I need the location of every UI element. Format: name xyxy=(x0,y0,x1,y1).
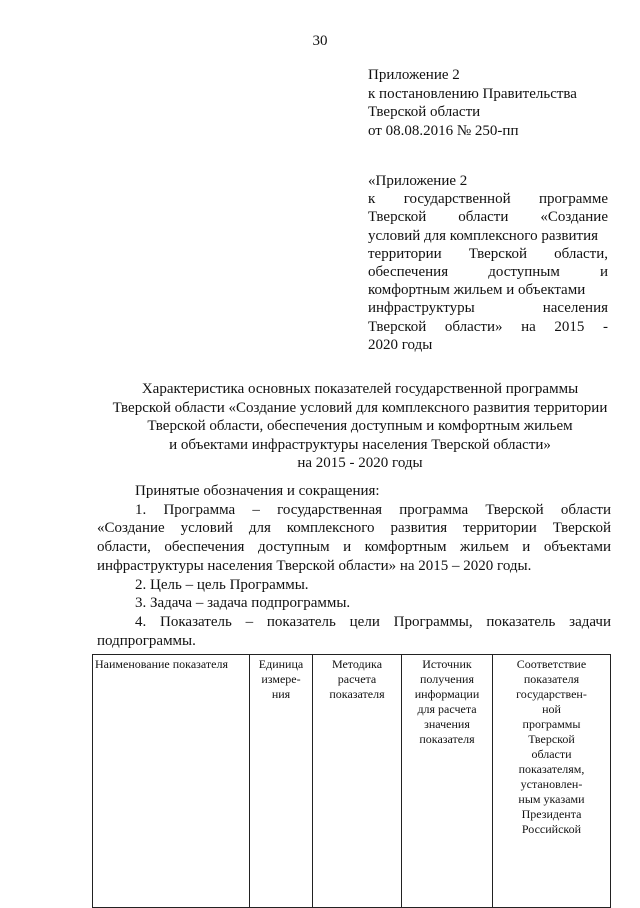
title-line: Тверской области «Создание условий для комплексного развития территории xyxy=(112,399,608,416)
appendix-block-line: обеспечения доступным и xyxy=(368,264,608,281)
abbreviation-item-goal: 2. Цель – цель Программы. xyxy=(135,576,309,593)
appendix-header-line: от 08.08.2016 № 250-пп xyxy=(368,122,519,139)
title-line: на 2015 - 2020 годы xyxy=(297,455,423,471)
header-indicator-name: Наименование показателя xyxy=(95,657,228,671)
header-method: Методика расчета показателя xyxy=(329,657,385,701)
appendix-block-line: 2020 годы xyxy=(368,336,433,353)
title-line: Тверской области, обеспечения доступным и комфортным жильем xyxy=(147,418,573,434)
abbreviation-item-program: 1. Программа – государственная программа Тверской области xyxy=(135,501,611,518)
appendix-header-line: к постановлению Правительства xyxy=(368,85,577,102)
abbreviation-item-indicator-cont: подпрограммы. xyxy=(97,632,196,649)
table-header-cell xyxy=(93,655,250,908)
appendix-block-line: инфраструктуры населения xyxy=(368,300,608,317)
header-correspondence: Соответствие показателя государствен- ной программы Тверской области показателям, установлен- ным указами Президента Российской xyxy=(516,657,587,836)
appendix-block-line: территории Тверской области, xyxy=(368,245,608,262)
abbreviations-heading: Принятые обозначения и сокращения: xyxy=(135,483,380,499)
table-header-cell xyxy=(493,655,611,908)
header-unit: Единица измере- ния xyxy=(258,657,304,701)
abbreviation-item-program-cont: области, обеспечения доступным и комфортным жильем и объектами xyxy=(97,539,611,556)
appendix-header-line: Приложение 2 xyxy=(368,67,460,83)
page-number: 30 xyxy=(312,33,328,49)
table-header-cell xyxy=(402,655,493,908)
appendix-block-line: Тверской области «Создание xyxy=(368,209,608,226)
abbreviation-item-task: 3. Задача – задача подпрограммы. xyxy=(135,595,351,612)
appendix-block xyxy=(368,172,608,354)
indicators-table xyxy=(92,654,611,908)
title-line: Характеристика основных показателей государственной программы xyxy=(141,381,579,397)
table-header-cell xyxy=(313,655,402,908)
appendix-header-line: Тверской области xyxy=(368,104,481,120)
appendix-block-line: Тверской области» на 2015 - xyxy=(368,318,608,335)
appendix-block-line: условий для комплексного развития xyxy=(368,227,599,244)
appendix-block-line: «Приложение 2 xyxy=(368,173,468,189)
abbreviation-item-program-cont: «Создание условий для комплексного развития территории Тверской xyxy=(97,520,611,537)
table-header-row xyxy=(93,655,611,908)
abbreviation-item-program-cont: инфраструктуры населения Тверской области» на 2015 – 2020 годы. xyxy=(97,557,532,574)
title-line: и объектами инфраструктуры населения Тверской области» xyxy=(169,436,551,453)
appendix-block-line: к государственной программе xyxy=(368,191,608,208)
abbreviation-item-indicator: 4. Показатель – показатель цели Программы, показатель задачи xyxy=(135,613,611,630)
abbreviations-section xyxy=(97,482,611,650)
header-source: Источник получения информации для расчета значения показателя xyxy=(414,657,480,746)
document-title xyxy=(80,380,640,473)
table-header-cell xyxy=(250,655,313,908)
appendix-block-line: комфортным жильем и объектами xyxy=(368,282,586,299)
appendix-header xyxy=(368,66,577,140)
